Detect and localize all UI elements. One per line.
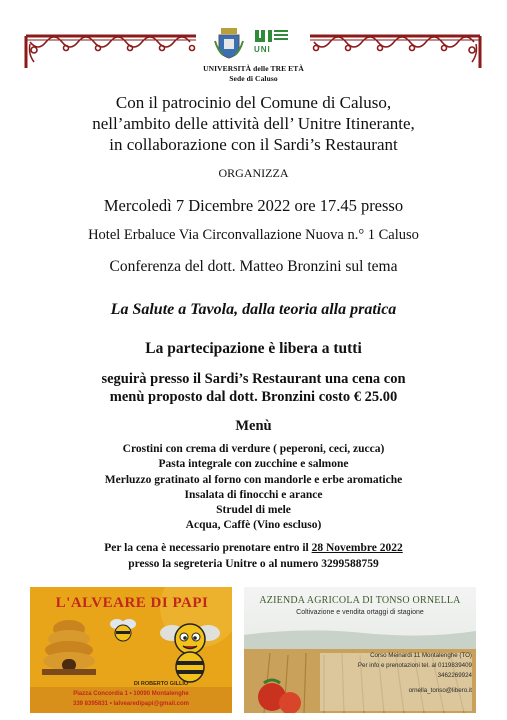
event-venue: Hotel Erbaluce Via Circonvallazione Nuova n.° 1 Caluso [88, 227, 419, 243]
beehive-icon [40, 617, 98, 677]
intro-line-1: Con il patrocinio del Comune di Caluso, [115, 93, 392, 112]
ad-tonso-phone2: 3462269924 [437, 672, 472, 679]
dinner-line-2: menù proposto dal dott. Bronzini costo € 25.00 [109, 389, 398, 405]
ad-card-alveare [30, 587, 232, 713]
dinner-line-1: seguirà presso il Sardi’s Restaurant una cena con [101, 371, 406, 387]
unitre-logo [254, 28, 290, 58]
intro-line-3: in collaborazione con il Sardi’s Restaurant [109, 135, 398, 154]
ad-tonso-email: ornella_tonso@libero.it [408, 687, 472, 694]
unitre-logo-mark-icon [254, 29, 290, 43]
event-date: Mercoledì 7 Dicembre 2022 ore 17.45 presso [103, 196, 404, 215]
intro-line-2: nell’ambito delle attività dell’ Unitre Itinerante, [92, 114, 415, 133]
organizza-label: ORGANIZZA [218, 166, 289, 180]
menu-list [0, 442, 507, 534]
menu-item: Merluzzo gratinato al forno con mandorle e erbe aromatiche [104, 473, 403, 486]
ad-alveare-owner: DI ROBERTO GILLIO [133, 681, 189, 687]
booking-deadline: 28 Novembre 2022 [311, 542, 403, 554]
menu-item: Pasta integrale con zucchine e salmone [158, 458, 349, 471]
booking-line-1 [0, 540, 507, 556]
menu-item: Insalata di finocchi e arance [184, 488, 323, 501]
ad-tonso-subtitle: Coltivazione e vendita ortaggi di stagione [296, 609, 424, 616]
ad-tonso-title: AZIENDA AGRICOLA DI TONSO ORNELLA [259, 595, 461, 606]
ad-card-tonso [244, 587, 476, 713]
event-topic: La Salute a Tavola, dalla teoria alla pratica [110, 301, 397, 318]
ad-alveare-address: Piazza Concordia 1 • 10090 Montalenghe [73, 691, 189, 697]
menu-item: Strudel di mele [216, 504, 291, 517]
ad-alveare-title: L'ALVEARE DI PAPI [55, 595, 209, 611]
menu-title: Menù [235, 418, 272, 434]
org-sub: Sede di Caluso [229, 74, 278, 83]
free-entry-note: La partecipazione è libera a tutti [145, 340, 362, 357]
ad-alveare-contact: 339 8395831 • lalvearedipapi@gmail.com [72, 701, 189, 707]
small-bee-icon [108, 617, 138, 643]
org-name: UNIVERSITÀ delle TRE ETÀ [203, 64, 304, 73]
booking-prefix: Per la cena è necessario prenotare entro il [104, 542, 312, 554]
menu-item: Acqua, Caffè (Vino escluso) [185, 519, 322, 532]
event-speaker: Conferenza del dott. Matteo Bronzini sul tema [109, 258, 398, 275]
menu-item: Crostini con crema di verdure ( peperoni, ceci, zucca) [122, 443, 385, 455]
booking-line-2: presso la segreteria Unitre o al numero 3299588759 [128, 558, 379, 570]
unitre-logo-text: UNI [254, 45, 271, 54]
bee-mascot-icon [158, 613, 222, 685]
ad-tonso-address: Corso Meinardi 11 Montalenghe (TO) [370, 652, 472, 659]
caluso-coat-of-arms-icon [214, 27, 244, 59]
ad-tonso-info: Per info e prenotazioni tel. al 0119839409 [357, 662, 472, 669]
